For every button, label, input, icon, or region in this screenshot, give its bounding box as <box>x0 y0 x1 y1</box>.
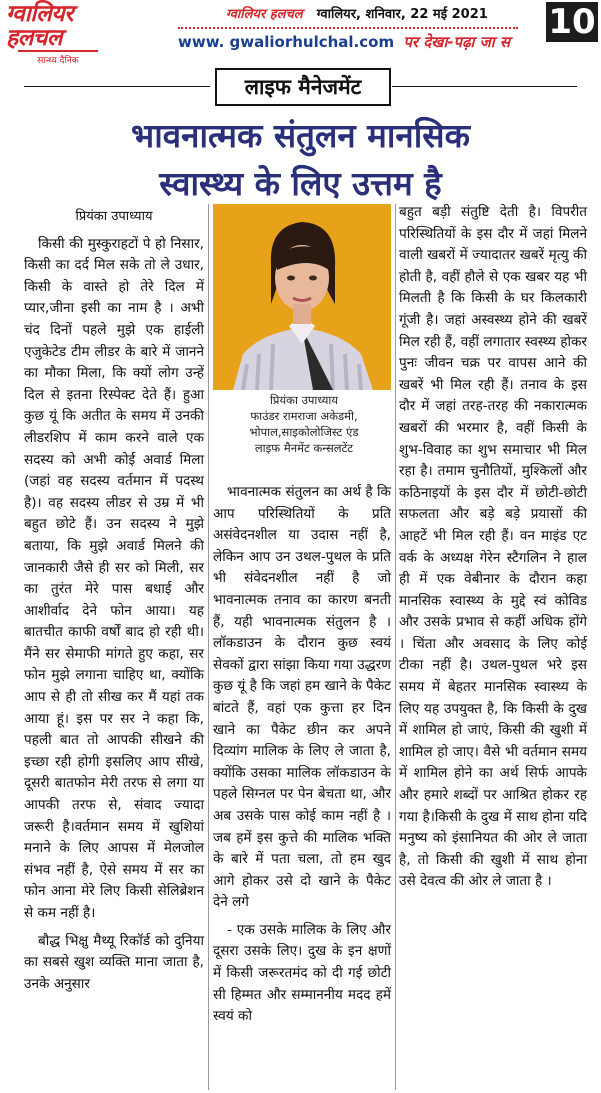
paragraph: भावनात्मक संतुलन का अर्थ है कि आप परिस्थितियों के प्रति असंवेदनशील या उदास नहीं है, लेकिन आप उन उथल-पुथल के प्रति भी संवेदनशील नहीं है जो भावनात्मक तनाव का कारण बनती हैं, यही भावनात्मक संतुलन है । लॉकडाउन के दौरान कुछ स्वयं सेवकों द्वारा सांझा किया गया उद्धरण कुछ यूं है कि जहां हम खाने के पैकेट बांटते हैं, वहां एक कुत्ता हर दिन खाने का पैकेट छीन कर अपने दिव्यांग मालिक के लिए ले जाता है, क्योंकि उसका मालिक लॉकडाउन के पहले सिग्नल पर पेन बेचता था, और अब उसके पास कोई काम नहीं है । जब हमें इस कुत्ते की मालिक भक्ति के बारे में पता चला, तो हम खुद आगे होकर उसे दो खाने के पैकेट देने लगे <box>213 484 391 911</box>
masthead <box>0 0 601 66</box>
website-url: www. gwaliorhulchal.com <box>178 33 395 51</box>
section-label: लाइफ मैनेजमेंट <box>215 68 391 106</box>
masthead-info <box>178 4 518 22</box>
newspaper-logo <box>6 2 124 66</box>
caption-line: प्रियंका उपाध्याय <box>269 393 339 407</box>
caption-line: भोपाल,साइकोलोजिस्ट एंड <box>249 425 359 439</box>
column-divider <box>395 204 396 1090</box>
headline-line-1: भावनात्मक संतुलन मानसिक <box>131 116 470 155</box>
paragraph: - एक उसके मालिक के लिए और दूसरा उसके लिए। दुख के इन क्षणों में किसी जरूरतमंद को दी गई छोटी सी हिम्मत और सम्माननीय मदद हमें स्वयं को <box>213 921 391 1025</box>
column-divider <box>208 204 209 1090</box>
paragraph: बहुत बड़ी संतुष्टि देती है। विपरीत परिस्थितियों के इस दौर में जहां मिलने वाली खबरों में ज्यादातर खबरें मृत्यु की होती है, वहीं हौले से एक खबर यह भी मिलती है कि किसी के घर किलकारी गूंजी है। जहां अस्वस्थ्य होने की खबरें मिल रही हैं, वहीं लगातार स्वस्थ्य होकर पुनः जीवन चक्र पर वापस आने की खबरें भी मिल रही हैं। तनाव के इस दौर में जहां तरह-तरह की नकारात्मक खबरों की भरमार है, वहीं किसी के शुभ-विवाह का शुभ समाचार भी मिल रहा है। तमाम चुनौतियों, मुश्किलों और कठिनाइयों के इस दौर में छोटी-छोटी सफलता और बड़े बड़े प्रयासों की आहटें भी मिल रही हैं। वन माइंड एट वर्क के अध्यक्ष गेरेन स्टैगलिन ने हाल ही में एक वेबीनार के दौरान कहा मानसिक स्वास्थ्य के मुद्दे स्वं कोविड और उसके प्रभाव से कहीं अधिक होंगे । चिंता और अवसाद के लिए कोई टीका नहीं है। उथल-पुथल भरे इस समय में बेहतर मानसिक स्वास्थ्य के लिए यह उपयुक्त है, कि किसी के दुख में शामिल हो जाएं, किसी की खुशी में शामिल हो जाए। वैसे भी वर्तमान समय में शामिल होने का अर्थ सिर्फ आपके और हमारे शब्दों पर आश्रित होकर रह गया है।किसी के दुख में साथ होना यदि मनुष्य को इंसानियत की ओर ले जाता है, तो किसी की खुशी में साथ होना उसे देवत्व की ओर ले जाता है । <box>399 204 587 890</box>
paragraph: बौद्ध भिक्षु मैथ्यू रिकॉर्ड को दुनिया का सबसे खुश व्यक्ति माना जाता है, उनके अनुसार <box>24 932 204 992</box>
section-rule-left <box>24 86 210 87</box>
author-photo <box>213 204 391 390</box>
paragraph: किसी की मुस्कुराहटों पे हो निसार, किसी का दर्द मिल सके तो ले उधार, किसी के वास्ते हो तेरे दिल में प्यार,जीना इसी का नाम है । अभी चंद दिनों पहले मुझे एक हाईली एजुकेटेड टीम लीडर के बारे में जानने का मौका मिला, कि क्यों लोग उन्हें दिल से इतना रिस्पेक्ट देते हैं। हुआ कुछ यूं कि अतीत के समय में उनकी लीडरशिप में काम करने वाले एक सदस्य को अभी कोई अवार्ड मिला (जहां वह सदस्य वर्तमान में पदस्थ है)। वह सदस्य लीडर से उम्र में भी बहुत छोटे हैं। उन सदस्य ने मुझे बताया, कि मुझे अवार्ड मिलने की जानकारी जैसे ही सर को मिली, सर का तुरंत मेरे पास बधाई और आशीर्वाद देने फोन आया। यह बातचीत काफी वर्षों बाद हो रही थी। मैंने सर सेमाफी मांगते हुए कहा, सर फोन मुझे लगाना चाहिए था, क्योंकि आप से ही तो सीख कर मैं यहां तक आया हूं। इस पर सर ने कहा कि, पहली बात तो आपकी सीखने की इच्छा रही होगी इसलिए आप सीखे, दूसरी बातफोन मेरी तरफ से लगा या आपकी तरफ से, संवाद ज्यादा जरूरी है।वर्तमान समय में खुशियां मनाने के लिए आपस में मेलजोल संभव नहीं है, ऐसे समय में सर का फोन आना मेरे लिए किसी सेलिब्रेशन से कम नहीं है। <box>24 235 204 921</box>
headline <box>60 112 541 208</box>
logo-tagline: सान्ध्य दैनिक <box>18 50 98 66</box>
logo-line-1: ग्वालियर <box>6 0 74 27</box>
website-line <box>178 32 510 52</box>
photo-caption <box>228 392 380 456</box>
caption-line: फाउंडर रामराजा अकेडमी, <box>250 409 358 423</box>
logo-line-2: हलचल <box>6 24 63 51</box>
publication-name: ग्वालियर हलचल <box>226 7 303 22</box>
article-column-3 <box>399 202 587 899</box>
headline-line-2: स्वास्थ्य के लिए उत्तम है <box>159 164 442 203</box>
masthead-rule <box>178 27 518 29</box>
section-rule-right <box>392 86 577 87</box>
author-portrait-image <box>213 204 391 390</box>
byline: प्रियंका उपाध्याय <box>75 209 153 224</box>
article-column-1 <box>24 206 204 1001</box>
page-number: 10 <box>546 2 598 42</box>
caption-line: लाइफ मैनमेंट कन्सलटेंट <box>254 441 354 455</box>
article-column-2 <box>213 482 391 1034</box>
dateline: ग्वालियर, शनिवार, 22 मई 2021 <box>316 7 488 22</box>
website-tagline: पर देखा-पढ़ा जा स <box>403 33 511 51</box>
